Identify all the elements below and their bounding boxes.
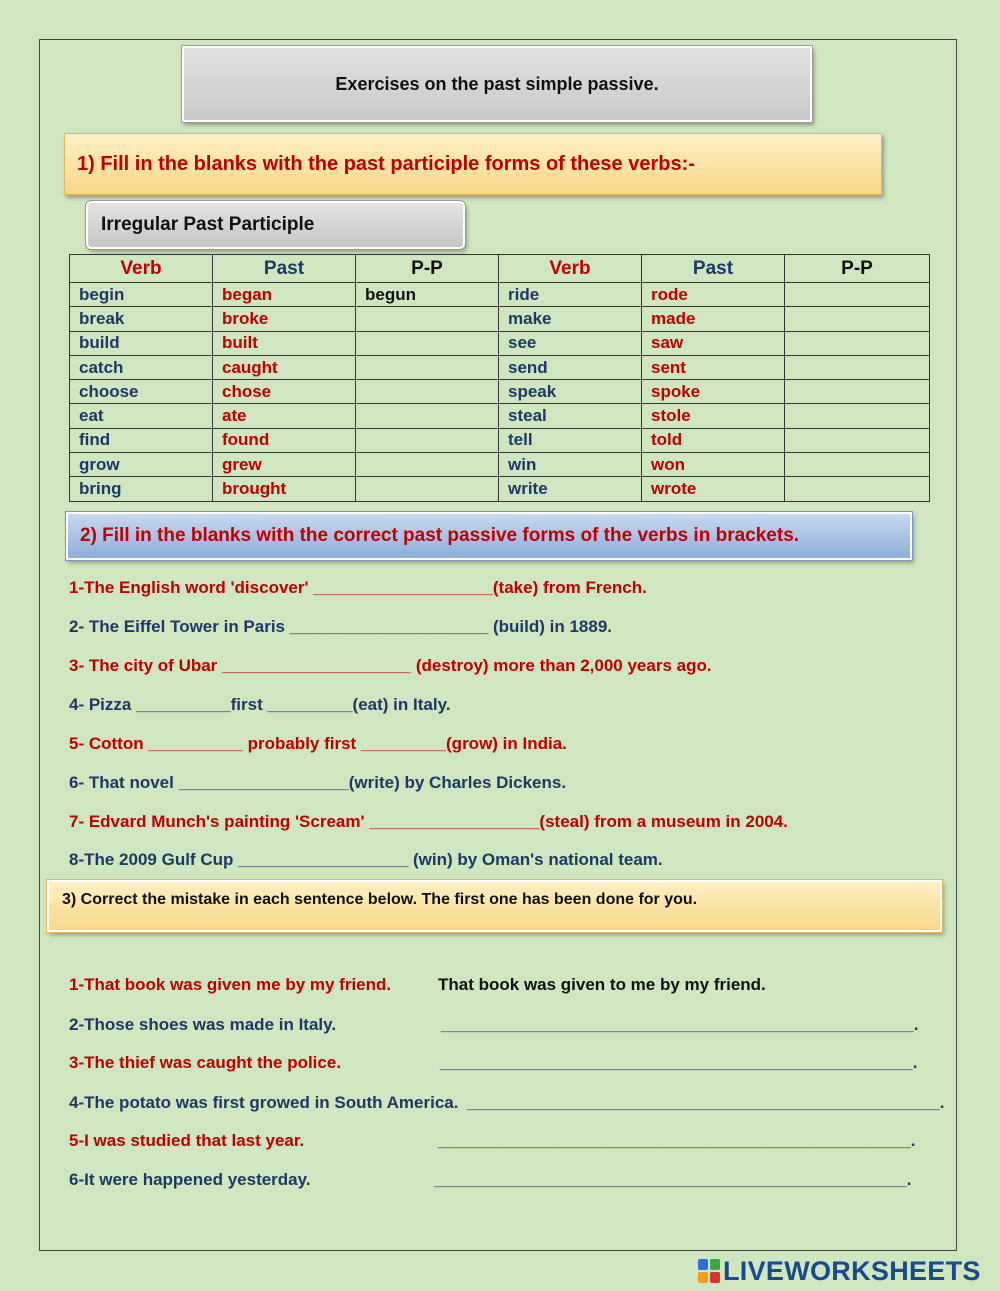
pp-cell[interactable] [356, 307, 499, 331]
pp-cell[interactable] [785, 404, 930, 428]
verb-cell: win [499, 453, 642, 477]
verb-cell: begin [70, 283, 213, 307]
past-cell: wrote [642, 477, 785, 501]
verb-cell: ride [499, 283, 642, 307]
verb-cell: tell [499, 428, 642, 452]
correction-answer-blank[interactable]: __________________________________________________. [467, 1093, 945, 1112]
correction-answer-blank[interactable]: __________________________________________________. [440, 1053, 918, 1072]
past-cell: built [213, 331, 356, 355]
past-cell: grew [213, 453, 356, 477]
worksheet-title: Exercises on the past simple passive. [182, 46, 812, 122]
verb-cell: send [499, 355, 642, 379]
logo-text: LIVEWORKSHEETS [723, 1255, 981, 1286]
exercise-sentence[interactable]: 5- Cotton __________ probably first _________(grow) in India. [69, 734, 567, 753]
table-row [70, 331, 930, 355]
verb-cell: build [70, 331, 213, 355]
pp-cell[interactable] [356, 355, 499, 379]
exercise-sentence[interactable]: 6- That novel __________________(write) by Charles Dickens. [69, 773, 567, 792]
exercise-sentence[interactable]: 7- Edvard Munch's painting 'Scream' __________________(steal) from a museum in 2004. [69, 812, 788, 831]
past-cell: stole [642, 404, 785, 428]
pp-cell[interactable] [785, 283, 930, 307]
exercise-sentence[interactable]: 4- Pizza __________first _________(eat) in Italy. [69, 695, 451, 714]
pp-cell[interactable] [356, 331, 499, 355]
exercise-sentence[interactable]: 1-The English word 'discover' ___________________(take) from French. [69, 578, 647, 597]
logo-blocks-icon [698, 1259, 720, 1283]
past-cell: told [642, 428, 785, 452]
pp-cell[interactable] [785, 307, 930, 331]
pp-cell[interactable] [785, 428, 930, 452]
past-cell: found [213, 428, 356, 452]
pp-cell[interactable] [785, 331, 930, 355]
past-cell: spoke [642, 380, 785, 404]
correction-answer-blank[interactable]: __________________________________________________. [441, 1015, 919, 1034]
verb-cell: see [499, 331, 642, 355]
header-verb: Verb [499, 255, 642, 283]
correction-question: 3-The thief was caught the police. [69, 1053, 342, 1072]
table-row [70, 283, 930, 307]
header-past: Past [642, 255, 785, 283]
pp-cell[interactable] [356, 477, 499, 501]
verb-cell: steal [499, 404, 642, 428]
irregular-subheading: Irregular Past Participle [86, 201, 465, 249]
exercise-sentence[interactable]: 2- The Eiffel Tower in Paris _____________________ (build) in 1889. [69, 617, 613, 636]
past-cell: made [642, 307, 785, 331]
correction-question: 5-I was studied that last year. [69, 1131, 305, 1150]
exercise-sentence[interactable]: 8-The 2009 Gulf Cup __________________ (win) by Oman's national team. [69, 850, 663, 869]
header-pp: P-P [785, 255, 930, 283]
verb-cell: eat [70, 404, 213, 428]
past-cell: broke [213, 307, 356, 331]
table-row [70, 428, 930, 452]
past-cell: sent [642, 355, 785, 379]
verb-cell: choose [70, 380, 213, 404]
pp-cell[interactable] [785, 380, 930, 404]
section2-heading: 2) Fill in the blanks with the correct past passive forms of the verbs in brackets. [66, 512, 912, 560]
verb-cell: write [499, 477, 642, 501]
table-row [70, 404, 930, 428]
correction-question: 6-It were happened yesterday. [69, 1170, 311, 1189]
past-cell: rode [642, 283, 785, 307]
pp-cell[interactable] [785, 453, 930, 477]
section3-heading: 3) Correct the mistake in each sentence below. The first one has been done for you. [47, 880, 942, 932]
pp-cell[interactable]: begun [356, 283, 499, 307]
pp-cell[interactable] [785, 477, 930, 501]
correction-question: 4-The potato was first growed in South America. [69, 1093, 459, 1112]
correction-question: 1-That book was given me by my friend. [69, 975, 392, 994]
header-verb: Verb [70, 255, 213, 283]
verb-cell: speak [499, 380, 642, 404]
verb-cell: find [70, 428, 213, 452]
pp-cell[interactable] [356, 428, 499, 452]
verb-cell: grow [70, 453, 213, 477]
table-row [70, 355, 930, 379]
past-cell: caught [213, 355, 356, 379]
verb-cell: break [70, 307, 213, 331]
header-past: Past [213, 255, 356, 283]
pp-cell[interactable] [356, 380, 499, 404]
table-row [70, 453, 930, 477]
correction-example-answer: That book was given to me by my friend. [438, 975, 766, 994]
correction-answer-blank[interactable]: __________________________________________________. [434, 1170, 912, 1189]
table-row [70, 380, 930, 404]
verb-table [69, 254, 930, 502]
verb-cell: bring [70, 477, 213, 501]
correction-answer-blank[interactable]: __________________________________________________. [438, 1131, 916, 1150]
liveworksheets-logo [698, 1256, 981, 1286]
header-pp: P-P [356, 255, 499, 283]
past-cell: won [642, 453, 785, 477]
correction-question: 2-Those shoes was made in Italy. [69, 1015, 337, 1034]
exercise-sentence[interactable]: 3- The city of Ubar ____________________ (destroy) more than 2,000 years ago. [69, 656, 712, 675]
section1-heading: 1) Fill in the blanks with the past participle forms of these verbs:- [64, 133, 882, 195]
verb-cell: catch [70, 355, 213, 379]
pp-cell[interactable] [785, 355, 930, 379]
verb-cell: make [499, 307, 642, 331]
past-cell: began [213, 283, 356, 307]
past-cell: chose [213, 380, 356, 404]
past-cell: saw [642, 331, 785, 355]
pp-cell[interactable] [356, 453, 499, 477]
table-row [70, 477, 930, 501]
past-cell: brought [213, 477, 356, 501]
verb-table-header [70, 255, 930, 283]
past-cell: ate [213, 404, 356, 428]
table-row [70, 307, 930, 331]
pp-cell[interactable] [356, 404, 499, 428]
